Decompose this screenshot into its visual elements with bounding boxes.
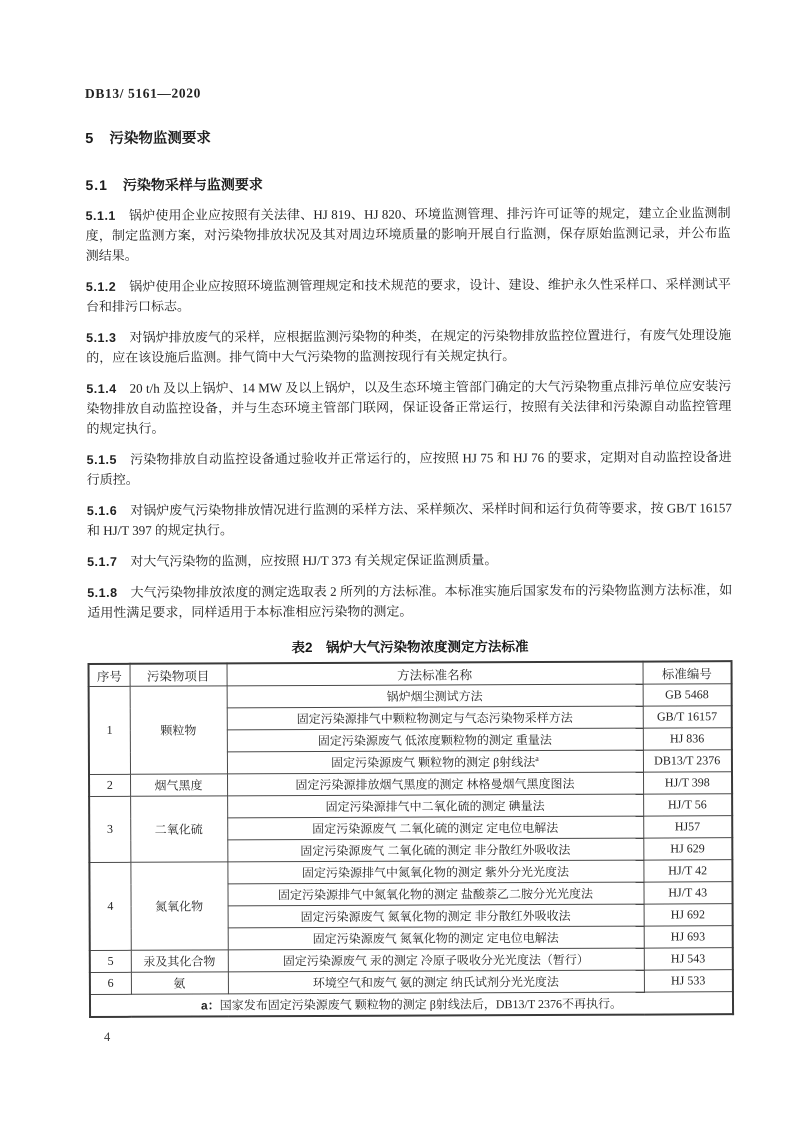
cell-method-name: 固定污染源废气 二氧化硫的测定 定电位电解法	[227, 816, 643, 840]
cell-standard-code: HJ 543	[644, 948, 733, 970]
cell-standard-code: HJ57	[643, 816, 732, 838]
cell-pollutant: 氮氧化物	[130, 862, 227, 950]
cell-pollutant: 二氧化硫	[130, 796, 227, 862]
clause-text: 锅炉使用企业应按照有关法律、HJ 819、HJ 820、环境监测管理、排污许可证等的规定，建立企业监测制度，制定监测方案，对污染物排放状况及其对周边环境质量的影响开展自行监测，保存原始监测记录，并公布监测结果。	[85, 205, 731, 263]
clause-text: 对锅炉废气污染物排放情况进行监测的采样方法、采样频次、采样时间和运行负荷等要求，按 GB/T 16157 和 HJ/T 397 的规定执行。	[86, 500, 732, 538]
cell-standard-code: HJ 629	[643, 838, 732, 860]
table-body	[89, 684, 733, 995]
clause-5.1.5	[87, 447, 732, 490]
cell-method-name: 固定污染源废气 氮氧化物的测定 非分散红外吸收法	[228, 904, 644, 928]
table-row	[89, 794, 732, 819]
clause-5.1.1	[86, 203, 731, 266]
cell-method-name: 固定污染源排气中氮氧化物的测定 盐酸萘乙二胺分光光度法	[227, 882, 643, 906]
clause-number: 5.1.6	[86, 503, 118, 518]
cell-standard-code: HJ 836	[643, 728, 732, 750]
clause-text: 20 t/h 及以上锅炉、14 MW 及以上锅炉，以及生态环境主管部门确定的大气污染物重点排污单位应安装污染物排放自动监控设备，并与生态环境主管部门联网，保证设备正常运行，按照有关法律和污染源自动监控管理的规定执行。	[86, 378, 732, 436]
methods-table	[88, 660, 735, 1018]
subsection-title: 污染物采样与监测要求	[122, 176, 263, 193]
clause-5.1.7	[87, 549, 732, 572]
clause-number: 5.1.5	[86, 452, 117, 467]
clause-number: 5.1.3	[86, 330, 117, 345]
cell-method-name: 固定污染源排放烟气黑度的测定 林格曼烟气黑度图法	[227, 772, 643, 796]
section-number: 5	[85, 130, 95, 147]
clause-number: 5.1.8	[87, 585, 118, 600]
clause-5.1.2	[86, 274, 731, 317]
header-pollutant: 污染物项目	[130, 663, 227, 686]
clause-number: 5.1.7	[87, 554, 118, 569]
clauses	[86, 203, 733, 623]
document-code: DB13/ 5161—2020	[85, 85, 201, 101]
table-row	[90, 970, 733, 995]
cell-seq: 1	[89, 686, 130, 774]
footnote-ref: a	[535, 754, 539, 764]
table-footnote	[90, 992, 733, 1017]
cell-standard-code: HJ/T 398	[643, 772, 732, 794]
cell-method-name: 固定污染源废气 颗粒物的测定 β射线法$^a$	[227, 750, 643, 774]
cell-standard-code: GB/T 16157	[643, 706, 732, 728]
cell-method-name: 固定污染源废气 氮氧化物的测定 定电位电解法	[228, 926, 644, 950]
table-footnote-row	[90, 992, 733, 1017]
cell-seq: 5	[90, 950, 131, 972]
clause-5.1.6	[87, 498, 732, 541]
header-standard-code: 标准编号	[643, 661, 732, 684]
footnote-text: 国家发布固定污染源废气 颗粒物的测定 β射线法后，DB13/T 2376不再执行。	[219, 996, 622, 1013]
cell-method-name: 固定污染源排气中氮氧化物的测定 紫外分光光度法	[227, 860, 643, 884]
cell-standard-code: HJ 533	[644, 970, 733, 992]
cell-method-name: 固定污染源排气中二氧化硫的测定 碘量法	[227, 794, 643, 818]
table-row	[89, 684, 732, 709]
header-seq: 序号	[89, 664, 130, 687]
cell-seq: 2	[89, 774, 130, 796]
footnote-marker: a：	[201, 998, 220, 1013]
section-title: 污染物监测要求	[109, 130, 211, 147]
cell-standard-code: HJ 692	[644, 904, 733, 926]
cell-method-name: 环境空气和废气 氨的测定 纳氏试剂分光光度法	[228, 970, 644, 994]
cell-standard-code: GB 5468	[643, 684, 732, 706]
cell-standard-code: HJ/T 56	[643, 794, 732, 816]
subsection-number: 5.1	[85, 176, 108, 193]
cell-method-name: 固定污染源废气 低浓度颗粒物的测定 重量法	[227, 728, 643, 752]
clause-number: 5.1.2	[85, 279, 117, 294]
clause-number: 5.1.1	[85, 208, 116, 223]
table-row	[89, 860, 732, 885]
clause-text: 污染物排放自动监控设备通过验收并正常运行的，应按照 HJ 75 和 HJ 76 的要求，定期对自动监控设备进行质控。	[86, 449, 732, 487]
clause-text: 大气污染物排放浓度的测定选取表 2 所列的方法标准。本标准实施后国家发布的污染物监测方法标准，如适用性满足要求，同样适用于本标准相应污染物的测定。	[87, 582, 733, 620]
cell-method-name: 固定污染源废气 二氧化硫的测定 非分散红外吸收法	[227, 838, 643, 862]
table-caption: 表2 锅炉大气污染物浓度测定方法标准	[291, 639, 529, 656]
subsection-heading	[85, 172, 730, 195]
cell-pollutant: 烟气黑度	[130, 774, 227, 796]
cell-seq: 3	[89, 796, 130, 862]
table-row	[89, 772, 732, 797]
clause-text: 对锅炉排放废气的采样，应根据监测污染物的种类，在规定的污染物排放监控位置进行，有废气处理设施的，应在该设施后监测。排气筒中大气污染物的监测按现行有关规定执行。	[86, 327, 732, 365]
clause-text: 对大气污染物的监测，应按照 HJ/T 373 有关规定保证监测质量。	[130, 552, 498, 569]
cell-standard-code: HJ/T 42	[643, 860, 732, 882]
cell-standard-code: DB13/T 2376	[643, 750, 732, 772]
clause-number: 5.1.4	[86, 381, 117, 396]
page-content	[85, 83, 734, 1018]
cell-standard-code: HJ 693	[644, 926, 733, 948]
clause-5.1.3	[86, 325, 731, 368]
cell-pollutant: 颗粒物	[130, 686, 227, 774]
cell-method-name: 锅炉烟尘测试方法	[227, 684, 643, 708]
table-row	[90, 948, 733, 973]
cell-pollutant: 汞及其化合物	[131, 950, 228, 972]
clause-text: 锅炉使用企业应按照环境监测管理规定和技术规范的要求，设计、建设、维护永久性采样口、采样测试平台和排污口标志。	[85, 276, 731, 314]
cell-pollutant: 氨	[131, 972, 228, 994]
page-number: 4	[104, 1030, 111, 1044]
cell-standard-code: HJ/T 43	[643, 882, 732, 904]
cell-seq: 6	[90, 972, 131, 994]
cell-seq: 4	[89, 862, 130, 950]
cell-method-name: 固定污染源废气 汞的测定 冷原子吸收分光光度法（暂行）	[228, 948, 644, 972]
clause-5.1.8	[87, 580, 732, 623]
clause-5.1.4	[86, 376, 731, 439]
cell-method-name: 固定污染源排气中颗粒物测定与气态污染物采样方法	[227, 706, 643, 730]
table-header-row	[89, 661, 732, 686]
section-heading	[85, 124, 730, 148]
header-method-name: 方法标准名称	[227, 662, 643, 686]
